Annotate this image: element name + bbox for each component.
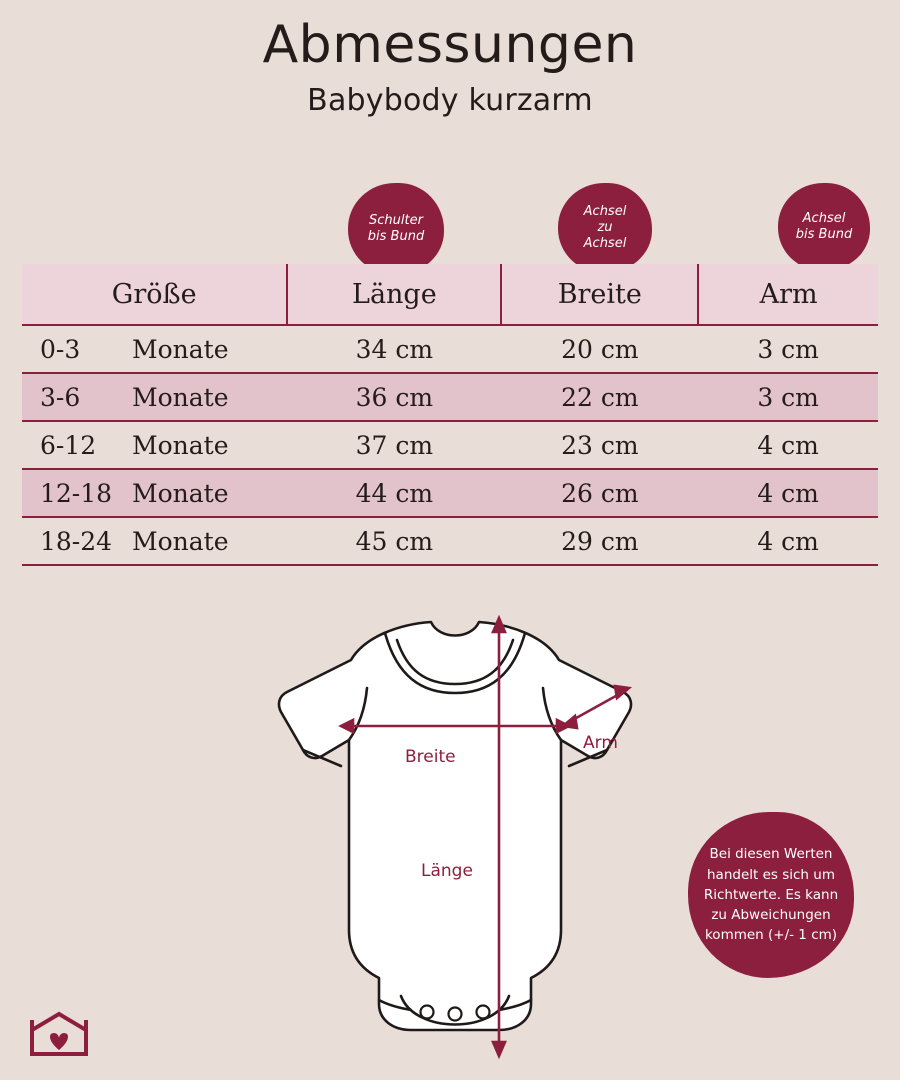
badge-line-1: Achsel (802, 210, 846, 226)
size-table-container (22, 264, 878, 566)
cell-size (22, 373, 287, 421)
size-range: 3-6 (40, 382, 81, 412)
cell-laenge: 37 cm (287, 421, 501, 469)
label-arm: Arm (583, 733, 618, 753)
cell-breite: 23 cm (501, 421, 698, 469)
cell-laenge: 44 cm (287, 469, 501, 517)
size-range: 0-3 (40, 334, 81, 364)
cell-arm: 4 cm (698, 469, 878, 517)
column-header-breite: Breite (501, 264, 698, 325)
cell-size (22, 325, 287, 373)
table-head (22, 264, 878, 325)
brand-logo (28, 1010, 90, 1058)
snap-buttons (421, 1006, 490, 1021)
size-range: 18-24 (40, 526, 113, 556)
cell-size (22, 517, 287, 565)
table-row (22, 517, 878, 565)
page-title: Abmessungen (262, 15, 638, 75)
heart-icon (50, 1033, 68, 1050)
snap-button (421, 1006, 434, 1019)
column-header-groesse: Größe (22, 264, 287, 325)
cell-laenge: 36 cm (287, 373, 501, 421)
label-laenge: Länge (421, 861, 473, 881)
size-unit: Monate (132, 334, 229, 364)
size-unit: Monate (132, 478, 229, 508)
badge-line-2: bis Bund (367, 229, 425, 244)
size-unit: Monate (132, 430, 229, 460)
cell-breite: 22 cm (501, 373, 698, 421)
table-row (22, 325, 878, 373)
badge-achsel-bis-bund (778, 183, 870, 271)
cell-size (22, 469, 287, 517)
cell-breite: 20 cm (501, 325, 698, 373)
page-subtitle: Babybody kurzarm (307, 82, 593, 118)
snap-button (477, 1006, 490, 1019)
label-breite: Breite (405, 747, 456, 767)
size-range: 12-18 (40, 478, 113, 508)
note-badge (688, 812, 854, 978)
badge-line-2: bis Bund (795, 227, 853, 242)
size-range: 6-12 (40, 430, 97, 460)
column-header-laenge: Länge (287, 264, 501, 325)
laenge-arrow-head-top (493, 618, 505, 632)
table-header-row (22, 264, 878, 325)
column-header-arm: Arm (698, 264, 878, 325)
badge-line-1: Schulter (369, 212, 423, 228)
cell-breite: 29 cm (501, 517, 698, 565)
house-heart-logo-icon (28, 1010, 90, 1058)
cell-arm: 4 cm (698, 517, 878, 565)
table-body (22, 325, 878, 565)
bodysuit-diagram (225, 600, 685, 1060)
laenge-arrow-head-bottom (493, 1042, 505, 1056)
table-row (22, 373, 878, 421)
cell-size (22, 421, 287, 469)
bodysuit-illustration-svg (225, 600, 685, 1060)
cell-arm: 3 cm (698, 325, 878, 373)
page-header (0, 0, 900, 118)
note-text: Bei diesen Werten handelt es sich um Richtwerte. Es kann zu Abweichungen kommen (+/- 1 cm) (703, 846, 839, 944)
size-table (22, 264, 878, 566)
cell-arm: 3 cm (698, 373, 878, 421)
badge-line-3: Achsel (583, 236, 627, 252)
table-row (22, 469, 878, 517)
size-unit: Monate (132, 382, 229, 412)
badge-achsel-zu-achsel (558, 183, 652, 273)
cell-breite: 26 cm (501, 469, 698, 517)
badge-line-2: zu (597, 219, 613, 235)
badge-schulter-bis-bund (348, 183, 444, 275)
badge-line-1: Achsel (583, 203, 627, 219)
size-unit: Monate (132, 526, 229, 556)
cell-laenge: 34 cm (287, 325, 501, 373)
table-row (22, 421, 878, 469)
snap-button (449, 1008, 462, 1021)
cell-arm: 4 cm (698, 421, 878, 469)
cell-laenge: 45 cm (287, 517, 501, 565)
